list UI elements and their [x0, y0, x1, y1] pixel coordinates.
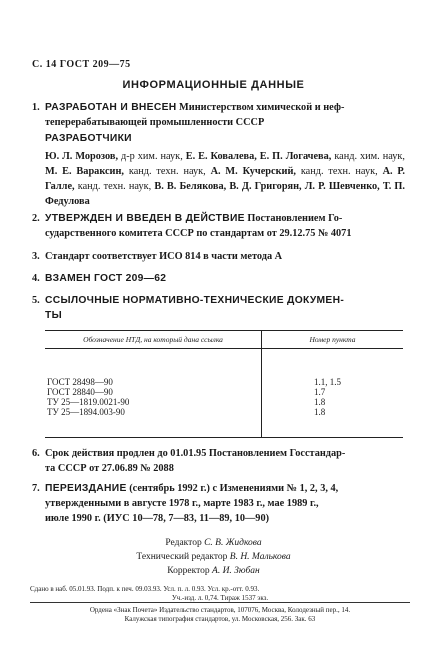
- item-7-text: (сентябрь 1992 г.) с Изменениями № 1, 2, 3, 4,: [126, 483, 339, 494]
- developer-2-3: Е. Е. Ковалева, Е. П. Логачева,: [185, 151, 335, 162]
- item-4-number: 4.: [32, 273, 40, 284]
- item-5: [32, 293, 406, 323]
- developer-3-degree: канд. хим. наук,: [334, 151, 405, 162]
- developer-5: А. М. Кучерский,: [210, 166, 301, 177]
- item-5-continuation: ТЫ: [45, 310, 62, 321]
- item-2-continuation: сударственного комитета СССР по стандартам от 29.12.75 № 4071: [45, 228, 352, 239]
- ntd-table: [45, 330, 403, 438]
- developer-6-degree: канд. техн. наук,: [77, 181, 155, 192]
- table-cell-point: 1.1, 1.5: [314, 377, 341, 387]
- developers-label: [32, 131, 419, 146]
- item-5-caption: ССЫЛОЧНЫЕ НОРМАТИВНО-ТЕХНИЧЕСКИЕ ДОКУМЕН-: [45, 295, 345, 306]
- imprint-publisher: [30, 606, 410, 624]
- item-6-number: 6.: [32, 448, 40, 459]
- developer-5-degree: канд. техн. наук,: [300, 166, 383, 177]
- item-3-text: Стандарт соответствует ИСО 814 в части метода А: [45, 251, 283, 262]
- item-7-continuation-2: июле 1990 г. (ИУС 10—78, 7—83, 11—89, 10—90): [45, 513, 270, 524]
- table-header-row: [45, 331, 403, 349]
- table-cell-doc: ГОСТ 28498—90: [45, 349, 262, 388]
- imprint-line-1b: Уч.-изд. л. 0,74. Тираж 1537 экз.: [171, 594, 269, 602]
- item-3-number: 3.: [32, 251, 40, 262]
- editor-label: Редактор: [165, 538, 205, 548]
- item-2-text: Постановлением Го-: [244, 213, 343, 224]
- item-2-number: 2.: [32, 213, 40, 224]
- imprint-line-3: Калужская типография стандартов, ул. Московская, 256. Зак. 63: [124, 615, 316, 623]
- item-6-continuation: та СССР от 27.06.89 № 2088: [45, 463, 174, 474]
- item-6: [32, 446, 406, 476]
- developer-4-degree: канд. техн. наук,: [128, 166, 211, 177]
- item-2-caption: УТВЕРЖДЕН И ВВЕДЕН В ДЕЙСТВИЕ: [45, 213, 245, 224]
- imprint-line-1a: Сдано в наб. 05.01.93. Подп. к печ. 09.03.93. Усл. п. л. 0.93. Усл. кр.-отт. 0.93.: [30, 585, 260, 593]
- item-7-number: 7.: [32, 483, 40, 494]
- developer-4: М. Е. Вараксин,: [45, 166, 129, 177]
- imprint-print-data: [30, 585, 410, 603]
- tech-editor-name: В. Н. Малькова: [229, 552, 291, 562]
- item-5-number: 5.: [32, 295, 40, 306]
- developer-1: Ю. Л. Морозов,: [45, 151, 121, 162]
- table-cell-point: 1.7: [314, 387, 326, 397]
- col-header-document: Обозначение НТД, на который дана ссылка: [45, 331, 262, 349]
- item-7-caption: ПЕРЕИЗДАНИЕ: [45, 483, 127, 494]
- item-4: [32, 271, 406, 286]
- item-4-caption: ВЗАМЕН ГОСТ 209—62: [45, 273, 167, 284]
- imprint-line-2: Ордена «Знак Почета» Издательство стандартов, 107076, Москва, Колодезный пер., 14.: [89, 606, 351, 614]
- table-cell-doc: ТУ 25—1894.003-90: [45, 407, 262, 438]
- item-3: [32, 249, 406, 264]
- item-7: [32, 481, 406, 526]
- section-title: ИНФОРМАЦИОННЫЕ ДАННЫЕ: [122, 79, 305, 91]
- table-cell-point: 1.8: [314, 397, 326, 407]
- editors-block: [0, 536, 427, 578]
- editor-row: [0, 536, 427, 550]
- table-cell-doc: ТУ 25—1819.0021-90: [45, 397, 262, 407]
- imprint-divider: [30, 602, 410, 603]
- corrector-name: А. И. Зюбан: [212, 566, 260, 576]
- developer-1-degree: д-р хим. наук,: [121, 151, 186, 162]
- table-cell-point: 1.8: [262, 407, 404, 438]
- item-2: [32, 211, 406, 241]
- item-1-caption: РАЗРАБОТАН И ВНЕСЕН: [45, 102, 177, 113]
- table-row: [45, 407, 403, 438]
- table-row: [45, 387, 403, 397]
- developers-list: [45, 149, 405, 209]
- item-1-continuation: теперерабатывающей промышленности СССР: [45, 117, 265, 128]
- col-header-point: Номер пункта: [262, 331, 404, 349]
- item-1: [32, 100, 406, 130]
- item-1-number: 1.: [32, 102, 40, 113]
- corrector-row: [0, 564, 427, 578]
- item-1-text: Министерством химической и неф-: [176, 102, 345, 113]
- tech-editor-label: Технический редактор: [136, 552, 230, 562]
- developers-heading: РАЗРАБОТЧИКИ: [45, 133, 132, 144]
- developer-7-10: В. В. Белякова, В. Д. Григорян, Л. Р. Шевченко, Т. П. Федулова: [45, 181, 405, 207]
- item-7-continuation-1: утвержденными в августе 1978 г., марте 1983 г., мае 1989 г.,: [45, 498, 319, 509]
- tech-editor-row: [0, 550, 427, 564]
- table-cell-doc: ГОСТ 28840—90: [45, 387, 262, 397]
- table-row: [45, 349, 403, 388]
- item-6-text: Срок действия продлен до 01.01.95 Постановлением Госстандар-: [45, 448, 346, 459]
- table-row: [45, 397, 403, 407]
- developer-6: А. Р. Галле,: [45, 166, 405, 192]
- editor-name: С. В. Жидкова: [204, 538, 262, 548]
- page-header: С. 14 ГОСТ 209—75: [32, 59, 131, 70]
- corrector-label: Корректор: [167, 566, 213, 576]
